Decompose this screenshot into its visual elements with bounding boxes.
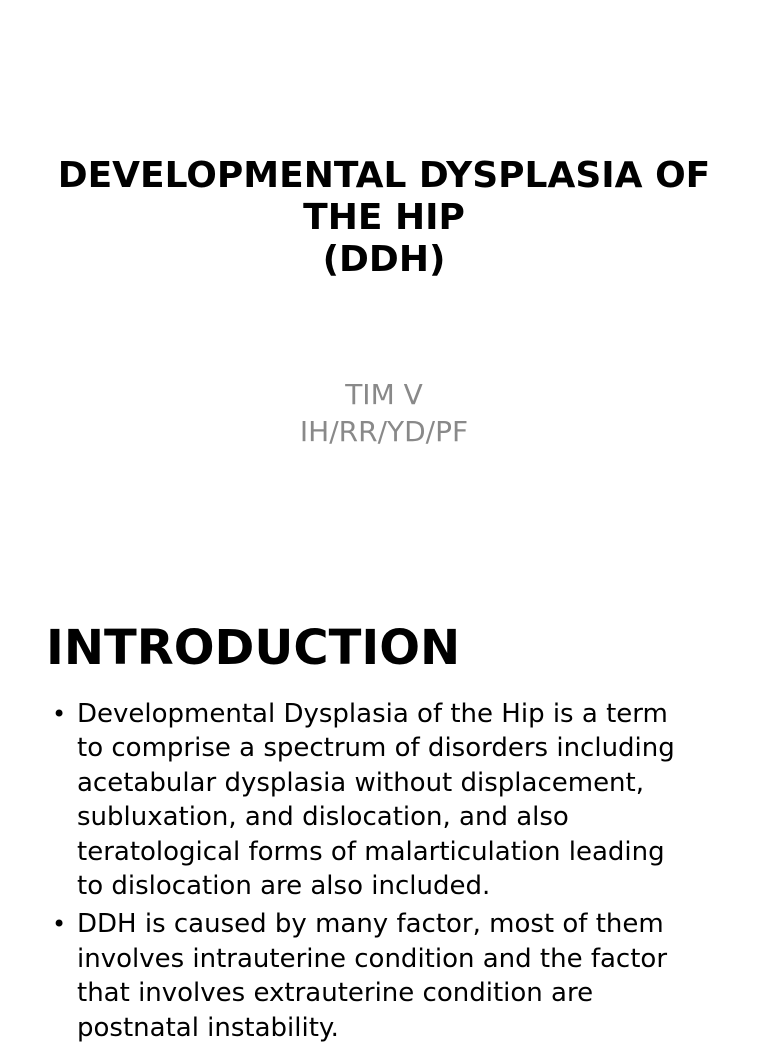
bullet-line: that involves extrauterine condition are <box>77 978 594 1009</box>
bullet-line: acetabular dysplasia without displacement, <box>77 767 644 798</box>
title-line: (DDH) <box>322 239 446 280</box>
bullet-line: teratological forms of malarticulation leading <box>77 836 665 867</box>
bullet-line: Developmental Dysplasia of the Hip is a term <box>77 699 668 729</box>
bullet-line: to dislocation are also included. <box>77 871 491 902</box>
bullet-line: to comprise a spectrum of disorders including <box>77 733 675 764</box>
bullet-text <box>0 907 768 1045</box>
bullet-line: subluxation, and dislocation, and also <box>77 802 569 833</box>
slide-subtitle <box>0 376 768 450</box>
subtitle-line: IH/RR/YD/PF <box>299 415 469 448</box>
title-line: DEVELOPMENTAL DYSPLASIA OF <box>57 155 711 196</box>
bullet-line: involves intrauterine condition and the factor <box>77 943 668 974</box>
bullet-icon: • <box>52 700 67 728</box>
intro-heading: INTRODUCTION <box>46 620 461 676</box>
bullet-text <box>0 697 768 903</box>
bullet-icon: • <box>52 910 67 939</box>
bullet-list <box>0 697 768 1049</box>
bullet-line: DDH is caused by many factor, most of them <box>77 909 664 940</box>
slide-title <box>0 155 768 281</box>
bullet-line: postnatal instability. <box>77 1012 339 1043</box>
bullet-item <box>0 907 768 1045</box>
subtitle-line: TIM V <box>345 378 423 411</box>
introduction-slide <box>0 576 768 1043</box>
bullet-item <box>0 697 768 903</box>
title-line: THE HIP <box>303 197 465 238</box>
